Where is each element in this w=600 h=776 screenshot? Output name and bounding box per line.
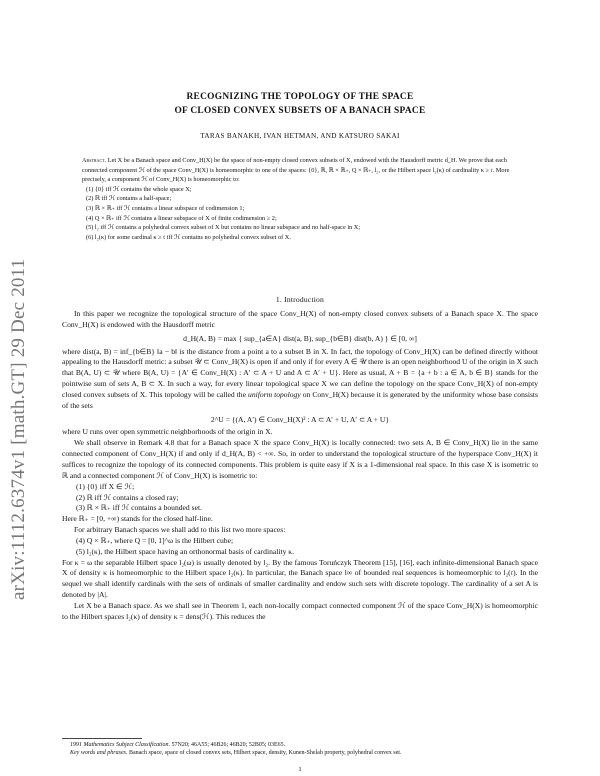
section-heading: 1. Introduction [275, 295, 325, 304]
abstract-item: (4) Q × ℝ₊ iff ℋ contains a linear subspace of X of finite codimension ≥ 2; [86, 214, 277, 222]
list-item: (2) ℝ iff ℋ contains a closed ray; [76, 492, 179, 502]
footnote-text: 57N20; 46A55; 46B26; 46B20; 52B05; 03E65. [171, 742, 286, 748]
paragraph: In this paper we recognize the topological structure of the space Conv_H(X) of non-empty closed convex subsets of a Banach space X. The space Conv_H(X) is endowed with the Hausdorff metric [62, 309, 538, 329]
page-number: 1 [298, 766, 302, 773]
paragraph: We shall observe in Remark 4.8 that for a Banach space X the space Conv_H(X) is locally connected: two sets A, B ∈ Conv_H(X) lie in the same connected component of Conv_H(X) if and only if d_H(A, B) < +∞. So, in order to understand the topological structure of the hyperspace Conv_H(X) it suffices to recognize the topology of its connected components. This problem is quite easy if X is a 1-dimensional real space. In this case X is isometric to ℝ and a connected component ℋ of Conv_H(X) is isometric to: [62, 438, 538, 480]
paper-title [62, 90, 538, 118]
footnote-label: Key words and phrases. [70, 750, 128, 757]
abstract-item: (2) ℝ iff ℋ contains a half-space; [86, 195, 172, 203]
title-line-2: OF CLOSED CONVEX SUBSETS OF A BANACH SPACE [174, 106, 426, 116]
abstract-item: (6) l₂(κ) for some cardinal κ ≥ 𝔠 iff ℋ contains no polyhedral convex subset of X. [86, 233, 291, 241]
footnotes [62, 741, 538, 758]
body-text [62, 309, 538, 623]
equation-uniformity: 2^U = {(A, A′) ∈ Conv_H(X)² : A ⊂ A′ + U, A′ ⊂ A + U} [210, 414, 390, 424]
footnote-label: 1991 Mathematics Subject Classification. [70, 742, 170, 748]
footnote-keywords [62, 749, 538, 757]
abstract-item: (5) l₂ iff ℋ contains a polyhedral convex subset of X but contains no linear subspace and no half-space in X; [86, 224, 361, 232]
abstract-text: Let X be a Banach space and Conv_H(X) be the space of non-empty closed convex subsets of X, endowed with the Hausdorff metric d_H. We prove that each connected component ℋ of the space Conv_H(X) is homeomorphic to one of the spaces: {0}, ℝ, ℝ × ℝ₊, Q × ℝ₊, l₂, or the Hilbert space l₂(κ) of cardinality κ ≥ 𝔠. More precisely, a component ℋ of Conv_H(X) is homeomorphic to: [82, 157, 510, 184]
list-item: (4) Q × ℝ₊, where Q = [0, 1]^ω is the Hilbert cube; [76, 535, 234, 545]
emphasis: uniform topology [248, 389, 301, 399]
title-line-1: RECOGNIZING THE TOPOLOGY OF THE SPACE [186, 92, 414, 102]
paragraph: For κ = ω the separable Hilbert space l₂(ω) is usually denoted by l₂. By the famous Toruńczyk Theorem [15], [16], each infinite-dimensional Banach space X of density κ is homeomorphic to the Hilbert space l₂(κ). In particular, the Banach space l∞ of bounded real sequences is homeomorphic to l₂(𝔠). In the sequel we shall identify cardinals with the sets of ordinals of smaller cardinality and endow such sets with discrete topology. The cardinality of a set A is denoted by |A|. [62, 557, 538, 600]
equation-hausdorff: d_H(A, B) = max { sup_{a∈A} dist(a, B), sup_{b∈B} dist(b, A) } ∈ [0, ∞] [183, 333, 417, 343]
list-item: (3) ℝ × ℝ₊ iff ℋ contains a bounded set. [76, 503, 202, 513]
paragraph: Here ℝ₊ = [0, +∞) stands for the closed half-line. [62, 514, 213, 524]
arxiv-stamp [2, 180, 32, 600]
paragraph: where U runs over open symmetric neighborhoods of the origin in X. [62, 427, 273, 437]
footnote-msc [62, 741, 538, 749]
abstract-label: Abstract. [82, 157, 107, 164]
paragraph-text: on Conv_H(X) because it is generated by the uniformity whose base consists of the sets [62, 389, 538, 410]
paragraph: For arbitrary Banach spaces we shall add to this list two more spaces: [74, 525, 286, 535]
abstract-list [82, 185, 520, 243]
abstract-item: (1) {0} iff ℋ contains the whole space X; [86, 185, 192, 193]
abstract-paragraph [82, 156, 520, 185]
authors: TARAS BANAKH, IVAN HETMAN, AND KATSURO SAKAI [200, 132, 400, 140]
list-item: (5) l₂(κ), the Hilbert space having an orthonormal basis of cardinality κ. [76, 546, 295, 556]
footnote-text: Banach space, space of closed convex sets, Hilbert space, density, Kunen-Shelah property, polyhedral convex set. [128, 750, 402, 757]
abstract [82, 156, 520, 242]
abstract-item: (3) ℝ × ℝ₊ iff ℋ contains a linear subspace of codimension 1; [86, 204, 245, 212]
list-item: (1) {0} iff X ∈ ℋ; [76, 481, 135, 491]
footnote-rule [62, 738, 142, 739]
arxiv-identifier: arXiv:1112.6374v1 [math.GT] 29 Dec 2011 [8, 258, 29, 600]
paragraph-text: where dist(a, B) = inf_{b∈B} ‖a − b‖ is the distance from a point a to a subset B in X. In fact, the topology of Conv_H(X) can be defined directly without appealing to the Hausdorff metric: a subset 𝒰 ⊂ Conv_H(X) is open if and only if for every A ∈ 𝒰 there is an open neighborhood U of the origin in X such that B(A, U) ⊂ 𝒰 where B(A, U) = {A′ ∈ Conv_H(X) : A′ ⊂ A + U and A ⊂ A′ + U}. Here as usual, A + B = {a + b : a ∈ A, b ∈ B} stands for the pointwise sum of sets A, B ⊂ X. In such a way, for every linear topological space X we can define the topology on the space Conv_H(X) of non-empty closed convex subsets of X. This topology will be called the [62, 346, 538, 399]
paragraph: Let X be a Banach space. As we shall see in Theorem 1, each non-locally compact connected component ℋ of the space Conv_H(X) is homeomorphic to the Hilbert spaces l₂(κ) of density κ = dens(ℋ). This reduces the [62, 600, 538, 621]
paragraph [62, 347, 538, 412]
